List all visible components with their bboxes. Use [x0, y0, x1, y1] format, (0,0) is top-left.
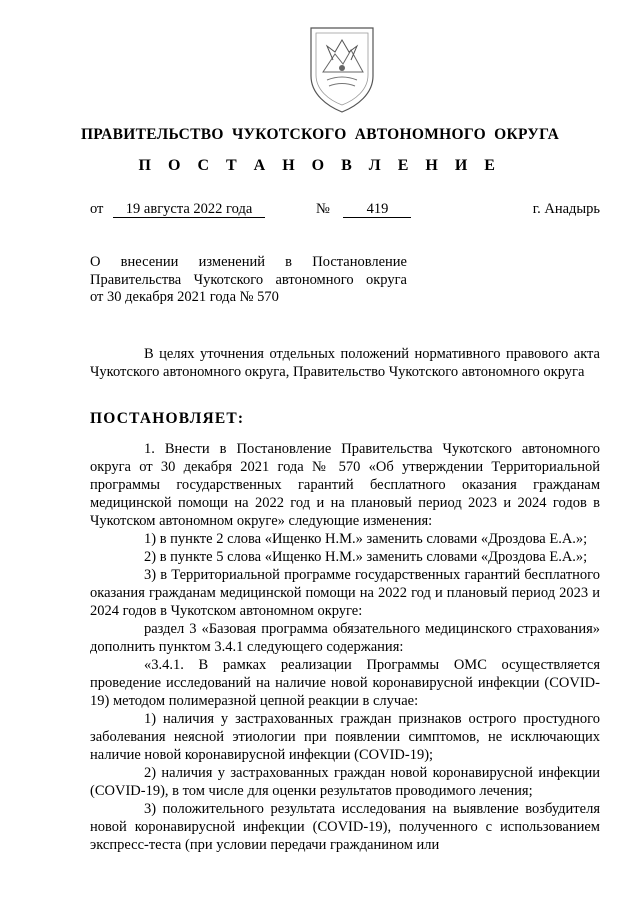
document-subject [90, 254, 407, 307]
paragraph: «3.4.1. В рамках реализации Программы ОМС осуществляется проведение исследований на наличие новой коронавирусной инфекции (COVID-19) методом полимеразной цепной реакции в случае: [90, 657, 600, 709]
subject-line: от 30 декабря 2021 года № 570 [90, 289, 279, 305]
paragraph: 2) в пункте 5 слова «Ищенко Н.М.» заменить словами «Дроздова Е.А.»; [144, 549, 588, 565]
preamble-text: В целях уточнения отдельных положений нормативного правового акта Чукотского автономного округа, Правительство Чукотского автономного округа [90, 346, 600, 380]
government-title: ПРАВИТЕЛЬСТВО ЧУКОТСКОГО АВТОНОМНОГО ОКРУГА [80, 126, 560, 143]
paragraph: 3) положительного результата исследования на выявление возбудителя новой коронавирусной инфекции (COVID-19), полученного с использованием экспресс-теста (при условии передачи гражданином или [90, 801, 600, 853]
paragraph: 1) наличия у застрахованных граждан признаков острого простудного заболевания неясной этиологии при появлении симптомов, не исключающих наличие новой коронавирусной инфекции (COVID-19); [90, 711, 600, 763]
subject-line: Правительства Чукотского автономного округа [90, 271, 407, 288]
date-value: 19 августа 2022 года [113, 201, 265, 218]
number-field [316, 201, 411, 221]
paragraph: 1) в пункте 2 слова «Ищенко Н.М.» заменить словами «Дроздова Е.А.»; [144, 531, 588, 547]
number-label: № [316, 201, 330, 217]
paragraph: 2) наличия у застрахованных граждан новой коронавирусной инфекции (COVID-19), в том числе для оценки результатов проводимого лечения; [90, 765, 600, 799]
paragraph: 1. Внести в Постановление Правительства Чукотского автономного округа от 30 декабря 2021 года № 570 «Об утверждении Территориальной программы государственных гарантий бесплатного оказания гражданам медицинской помощи на 2022 год и на плановый период 2023 и 2024 годов в Чукотском автономном округе» следующие изменения: [90, 441, 600, 529]
date-label: от [90, 201, 104, 217]
resolves-heading: ПОСТАНОВЛЯЕТ: [90, 410, 245, 427]
subject-line: О внесении изменений в Постановление [90, 254, 407, 270]
paragraph: раздел 3 «Базовая программа обязательного медицинского страхования» дополнить пунктом 3.4.1 следующего содержания: [90, 621, 600, 655]
number-value: 419 [343, 201, 411, 218]
preamble [90, 345, 600, 381]
chukotka-coat-of-arms-icon [305, 24, 379, 116]
date-field [90, 201, 265, 221]
resolution-body [90, 440, 600, 854]
document-type-title: П О С Т А Н О В Л Е Н И Е [138, 157, 502, 174]
city: г. Анадырь [532, 201, 600, 217]
paragraph: 3) в Территориальной программе государственных гарантий бесплатного оказания гражданам медицинской помощи на 2022 год и плановый период 2023 и 2024 годов в Чукотском автономном округе: [90, 567, 600, 619]
